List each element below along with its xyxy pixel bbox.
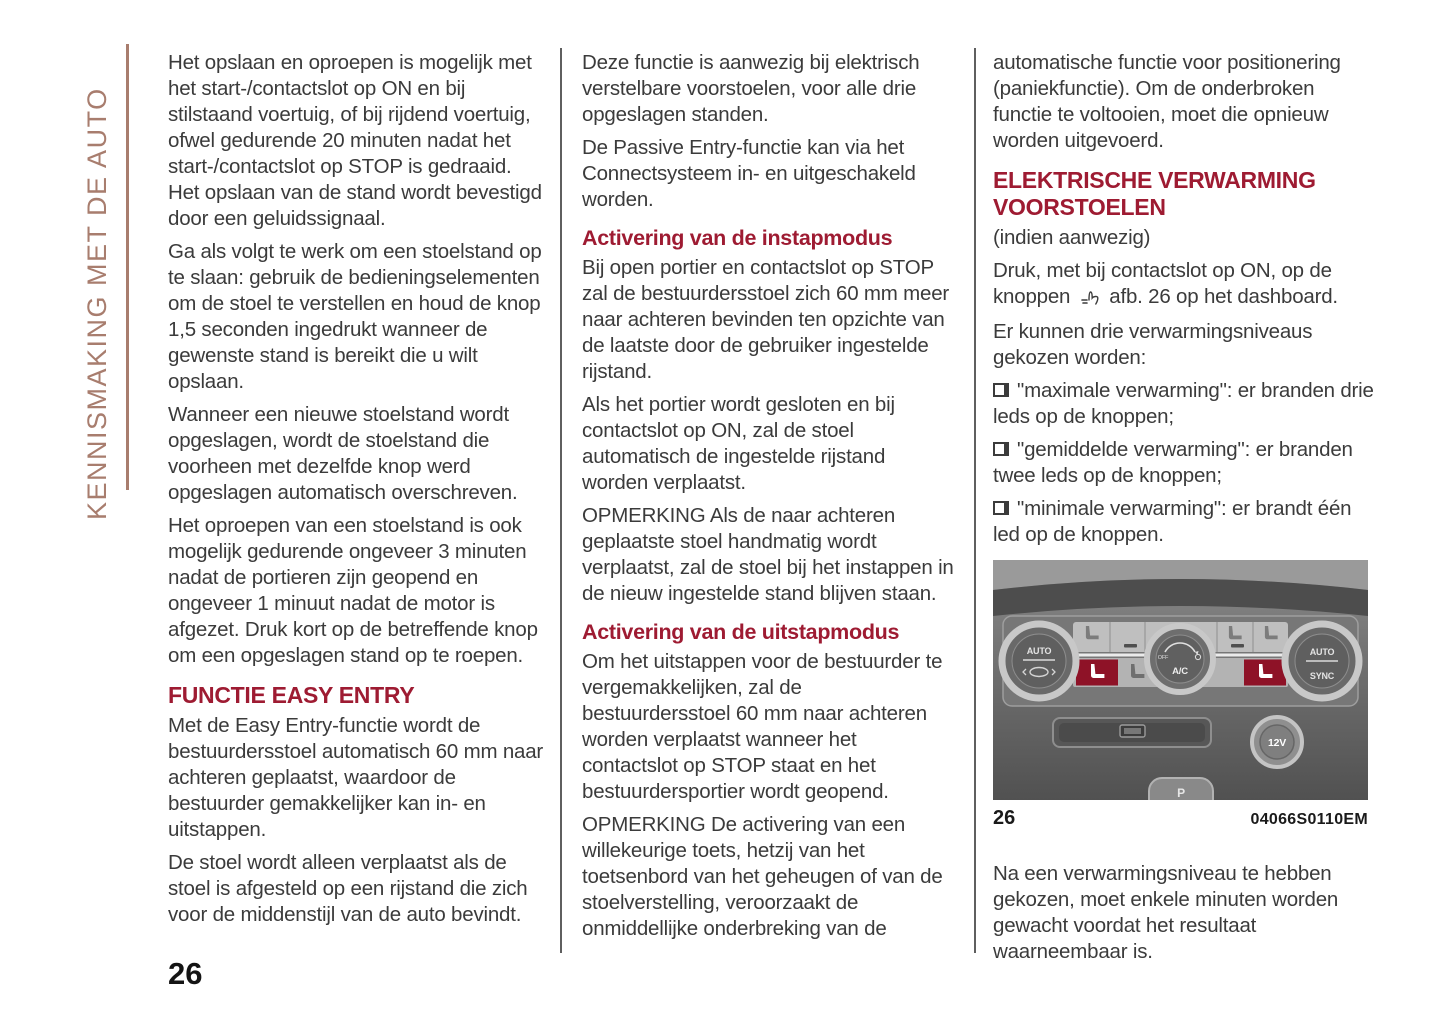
park-button-label: P: [1177, 786, 1185, 800]
dashboard-figure: [993, 560, 1377, 833]
paragraph: De Passive Entry-functie kan via het Connectsysteem in- en uitgeschakeld worden.: [582, 136, 916, 211]
list-item-text: "maximale verwarming": er branden drie leds op de knoppen;: [993, 379, 1374, 428]
storage-tray: [1053, 718, 1211, 747]
ac-knob-off-label: OFF: [1157, 655, 1169, 661]
paragraph: Het oproepen van een stoelstand is ook mogelijk gedurende ongeveer 3 minuten nadat de portieren zijn geopend en ongeveer 1 minuut nadat de motor is afgezet. Druk kort op de betreffende knop om een opgeslagen stand op te roepen.: [168, 514, 538, 667]
availability-note: (indien aanwezig): [993, 226, 1151, 249]
page-number: 26: [168, 956, 203, 991]
paragraph: OPMERKING De activering van een willekeurige toets, hetzij van het toetsenbord van het geheugen of van de stoelverstelling, veroorzaakt de onmiddellijke onderbreking van de: [582, 813, 943, 940]
text-column-2: [582, 50, 954, 949]
paragraph: OPMERKING Als de naar achteren geplaatste stoel handmatig wordt verplaatst, zal de stoel bij het instappen in de nieuw ingestelde stand blijven staan.: [582, 504, 954, 605]
climate-panel: [1002, 616, 1359, 706]
figure-code: 04066S0110EM: [1250, 811, 1368, 828]
press-button-icon: [1080, 286, 1100, 312]
list-item-text: "gemiddelde verwarming": er branden twee leds op de knoppen;: [993, 438, 1353, 487]
paragraph: De stoel wordt alleen verplaatst als de stoel is afgesteld op een rijstand die zich voor de middenstijl van de auto bevindt.: [168, 851, 528, 926]
section-heading: FUNCTIE EASY ENTRY: [168, 682, 415, 708]
left-auto-knob: [1002, 624, 1076, 698]
ac-knob-label: A/C: [1172, 666, 1188, 677]
list-item: [993, 378, 1377, 430]
text-column-1: [168, 50, 548, 935]
paragraph: Met de Easy Entry-functie wordt de bestuurdersstoel automatisch 60 mm naar achteren geplaatst, waardoor de bestuurder gemakkelijker kan in- en uitstappen.: [168, 714, 544, 841]
right-knob-sync-label: SYNC: [1309, 671, 1335, 681]
subsection-heading: Activering van de instapmodus: [582, 226, 893, 250]
seat-heating-button-driver: [1076, 660, 1118, 686]
paragraph-text: Druk, met bij contactslot op ON, op de knoppen: [993, 259, 1332, 308]
figure-number: 26: [993, 807, 1016, 829]
seat-heating-button-passenger: [1244, 660, 1286, 686]
chapter-sidebar-label: KENNISMAKING MET DE AUTO: [82, 87, 112, 520]
chapter-sidebar-rule: [126, 44, 129, 490]
paragraph: Bij open portier en contactslot op STOP zal de bestuurdersstoel zich 60 mm meer naar achteren bevinden ten opzichte van de laatste door de gebruiker ingestelde rijstand.: [582, 256, 950, 383]
paragraph: Er kunnen drie verwarmingsniveaus gekozen worden:: [993, 320, 1313, 369]
square-bullet-icon: [993, 383, 1009, 397]
list-item: [993, 496, 1377, 548]
12v-socket: [1252, 717, 1302, 767]
paragraph: Het opslaan en oproepen is mogelijk met het start-/contactslot op ON en bij stilstaand voertuig, of bij rijdend voertuig, ofwel gedurende 20 minuten nadat het start-/contactslot op STOP is gedraaid. Het opslaan van de stand wordt bevestigd door een geluidssignaal.: [168, 51, 542, 230]
list-item-text: "minimale verwarming": er brandt één led op de knoppen.: [993, 497, 1352, 546]
paragraph: [993, 258, 1377, 312]
subsection-heading: Activering van de uitstapmodus: [582, 620, 900, 644]
text-column-3: [993, 50, 1377, 972]
section-heading: ELEKTRISCHE VERWARMING VOORSTOELEN: [993, 167, 1316, 220]
column-divider-1: [560, 48, 562, 953]
column-divider-2: [974, 48, 976, 953]
paragraph: Om het uitstappen voor de bestuurder te vergemakkelijken, zal de bestuurdersstoel 60 mm naar achteren worden verplaatst wanneer het contactslot op STOP staat en het bestuurdersportier wordt geopend.: [582, 650, 943, 803]
right-knob-auto-label: AUTO: [1309, 647, 1335, 657]
paragraph: Na een verwarmingsniveau te hebben gekozen, moet enkele minuten worden gewacht voordat het resultaat waarneembaar is.: [993, 862, 1339, 963]
paragraph-text: afb. 26 op het dashboard.: [1109, 285, 1338, 308]
right-auto-sync-knob: [1285, 624, 1359, 698]
dashboard-photo: [993, 560, 1368, 800]
park-button: [1149, 778, 1213, 800]
paragraph: Deze functie is aanwezig bij elektrisch verstelbare voorstoelen, voor alle drie opgeslagen standen.: [582, 51, 920, 126]
left-knob-auto-label: AUTO: [1026, 646, 1052, 656]
square-bullet-icon: [993, 501, 1009, 515]
square-bullet-icon: [993, 442, 1009, 456]
ac-knob: [1147, 626, 1213, 692]
paragraph: automatische functie voor positionering (paniekfunctie). Om de onderbroken functie te voltooien, moet die opnieuw worden uitgevoerd.: [993, 51, 1341, 152]
list-item: [993, 437, 1377, 489]
12v-label: 12V: [1267, 737, 1287, 749]
paragraph: Ga als volgt te werk om een stoelstand op te slaan: gebruik de bedieningselementen om de stoel te verstellen en houd de knop 1,5 seconden ingedrukt wanneer de gewenste stand is bereikt die u wilt opslaan.: [168, 240, 542, 393]
figure-caption: [993, 805, 1368, 833]
paragraph: Als het portier wordt gesloten en bij contactslot op ON, zal de stoel automatisch de ingestelde rijstand worden verplaatst.: [582, 393, 895, 494]
paragraph: Wanneer een nieuwe stoelstand wordt opgeslagen, wordt de stoelstand die voorheen met dezelfde knop werd opgeslagen automatisch overschreven.: [168, 403, 518, 504]
